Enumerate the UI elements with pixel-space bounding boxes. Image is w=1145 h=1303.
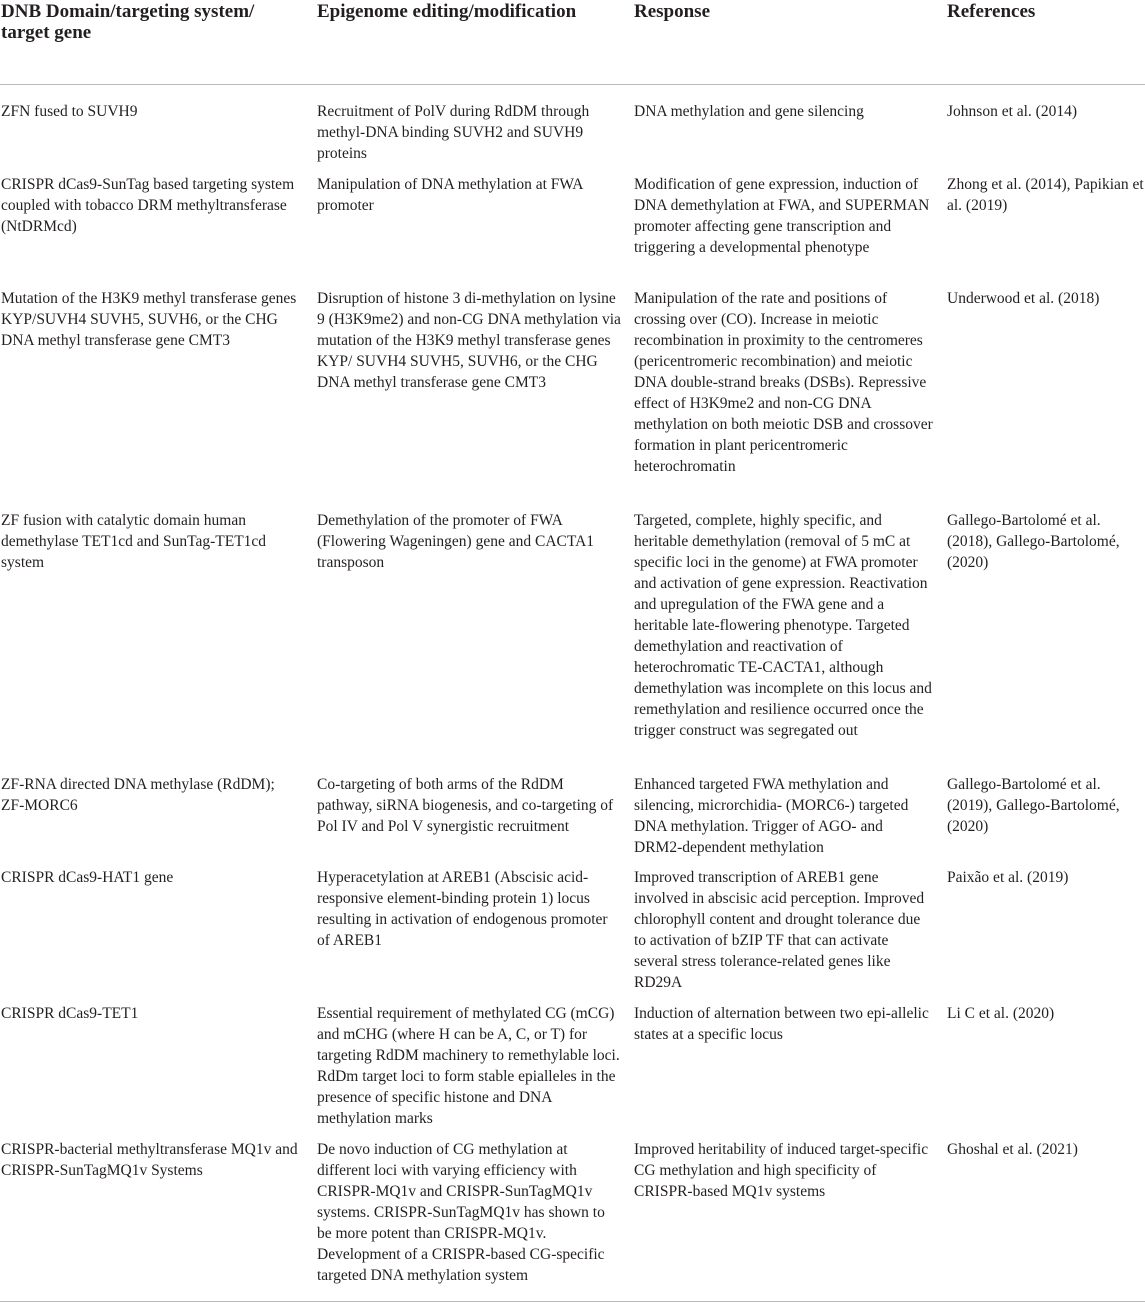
cell-editing: Hyperacetylation at AREB1 (Abscisic acid-responsive element-binding protein 1) locus resulting in activation of endogenous promoter of AREB1	[317, 869, 608, 949]
cell-response: Targeted, complete, highly specific, and heritable demethylation (removal of 5 mC at specific loci in the genome) at FWA promoter and activation of gene expression. Reactivation and upregulation of the FWA gene and a heritable late-flowering phenotype. Targeted demethylation and reactivation of heterochromatic TE-CACTA1, although demethylation was incomplete on this locus and remethylation and resilience occurred once the trigger construct was segregated out	[634, 512, 932, 739]
cell-editing: Demethylation of the promoter of FWA (Flowering Wageningen) gene and CACTA1 transposon	[317, 512, 595, 571]
cell-references: Johnson et al. (2014)	[947, 103, 1078, 120]
table-header	[0, 0, 1145, 85]
header-references: References	[947, 1, 1036, 22]
cell-editing: Recruitment of PolV during RdDM through methyl-DNA binding SUVH2 and SUVH9 proteins	[317, 103, 590, 162]
cell-editing: Disruption of histone 3 di-methylation on lysine 9 (H3K9me2) and non-CG DNA methylation via mutation of the H3K9 methyl transferase genes KYP/ SUVH4 SUVH5, SUVH6, or the CHG DNA methyl transferase gene CMT3	[317, 290, 621, 391]
cell-references: Gallego-Bartolomé et al. (2018), Gallego-Bartolomé, (2020)	[947, 512, 1120, 571]
cell-response: Induction of alternation between two epi-allelic states at a specific locus	[634, 1005, 929, 1043]
cell-system: CRISPR dCas9-SunTag based targeting system coupled with tobacco DRM methyltransferase (NtDRMcd)	[1, 176, 295, 235]
cell-system: CRISPR dCas9-TET1	[1, 1005, 139, 1022]
header-editing: Epigenome editing/modification	[317, 1, 577, 22]
cell-system: CRISPR-bacterial methyltransferase MQ1v and CRISPR-SunTagMQ1v Systems	[1, 1141, 298, 1179]
cell-editing: Essential requirement of methylated CG (mCG) and mCHG (where H can be A, C, or T) for targeting RdDM machinery to remethylable loci. RdDm target loci to form stable epialleles in the presence of specific histone and DNA methylation marks	[317, 1005, 620, 1127]
cell-references: Paixão et al. (2019)	[947, 869, 1069, 886]
cell-references: Ghoshal et al. (2021)	[947, 1141, 1078, 1158]
table-bottom-rule	[0, 1301, 1145, 1302]
cell-response: Improved transcription of AREB1 gene involved in abscisic acid perception. Improved chlorophyll content and drought tolerance due to activation of bZIP TF that can activate several stress tolerance-related genes like RD29A	[634, 869, 925, 991]
cell-editing: Manipulation of DNA methylation at FWA promoter	[317, 176, 583, 214]
cell-response: Enhanced targeted FWA methylation and silencing, microrchidia- (MORC6-) targeted DNA methylation. Trigger of AGO- and DRM2-dependent methylation	[634, 776, 909, 856]
cell-references: Underwood et al. (2018)	[947, 290, 1100, 307]
header-system: DNB Domain/targeting system/ target gene	[1, 1, 255, 43]
cell-response: Manipulation of the rate and positions of crossing over (CO). Increase in meiotic recombination in proximity to the centromeres (pericentromeric recombination) and meiotic DNA double-strand breaks (DSBs). Repressive effect of H3K9me2 and non-CG DNA methylation on both meiotic DSB and crossover formation in plant pericentromeric heterochromatin	[634, 290, 933, 475]
cell-editing: De novo induction of CG methylation at different loci with varying efficiency with CRISPR-MQ1v and CRISPR-SunTagMQ1v systems. CRISPR-SunTagMQ1v has shown to be more potent than CRISPR-MQ1v. Development of a CRISPR-based CG-specific targeted DNA methylation system	[317, 1141, 605, 1284]
cell-system: ZF fusion with catalytic domain human demethylase TET1cd and SunTag-TET1cd system	[1, 512, 267, 571]
cell-response: Improved heritability of induced target-specific CG methylation and high specificity of CRISPR-based MQ1v systems	[634, 1141, 929, 1200]
cell-system: CRISPR dCas9-HAT1 gene	[1, 869, 174, 886]
cell-system: ZFN fused to SUVH9	[1, 103, 138, 120]
header-response: Response	[634, 1, 711, 22]
cell-references: Li C et al. (2020)	[947, 1005, 1055, 1022]
cell-system: ZF-RNA directed DNA methylase (RdDM); ZF-MORC6	[1, 776, 275, 814]
cell-editing: Co-targeting of both arms of the RdDM pathway, siRNA biogenesis, and co-targeting of Pol IV and Pol V synergistic recruitment	[317, 776, 614, 835]
cell-response: Modification of gene expression, induction of DNA demethylation at FWA, and SUPERMAN promoter affecting gene transcription and triggering a developmental phenotype	[634, 176, 930, 256]
cell-references: Zhong et al. (2014), Papikian et al. (2019)	[947, 176, 1144, 214]
cell-references: Gallego-Bartolomé et al. (2019), Gallego-Bartolomé, (2020)	[947, 776, 1120, 835]
cell-system: Mutation of the H3K9 methyl transferase genes KYP/SUVH4 SUVH5, SUVH6, or the CHG DNA methyl transferase gene CMT3	[1, 290, 297, 349]
cell-response: DNA methylation and gene silencing	[634, 103, 864, 120]
